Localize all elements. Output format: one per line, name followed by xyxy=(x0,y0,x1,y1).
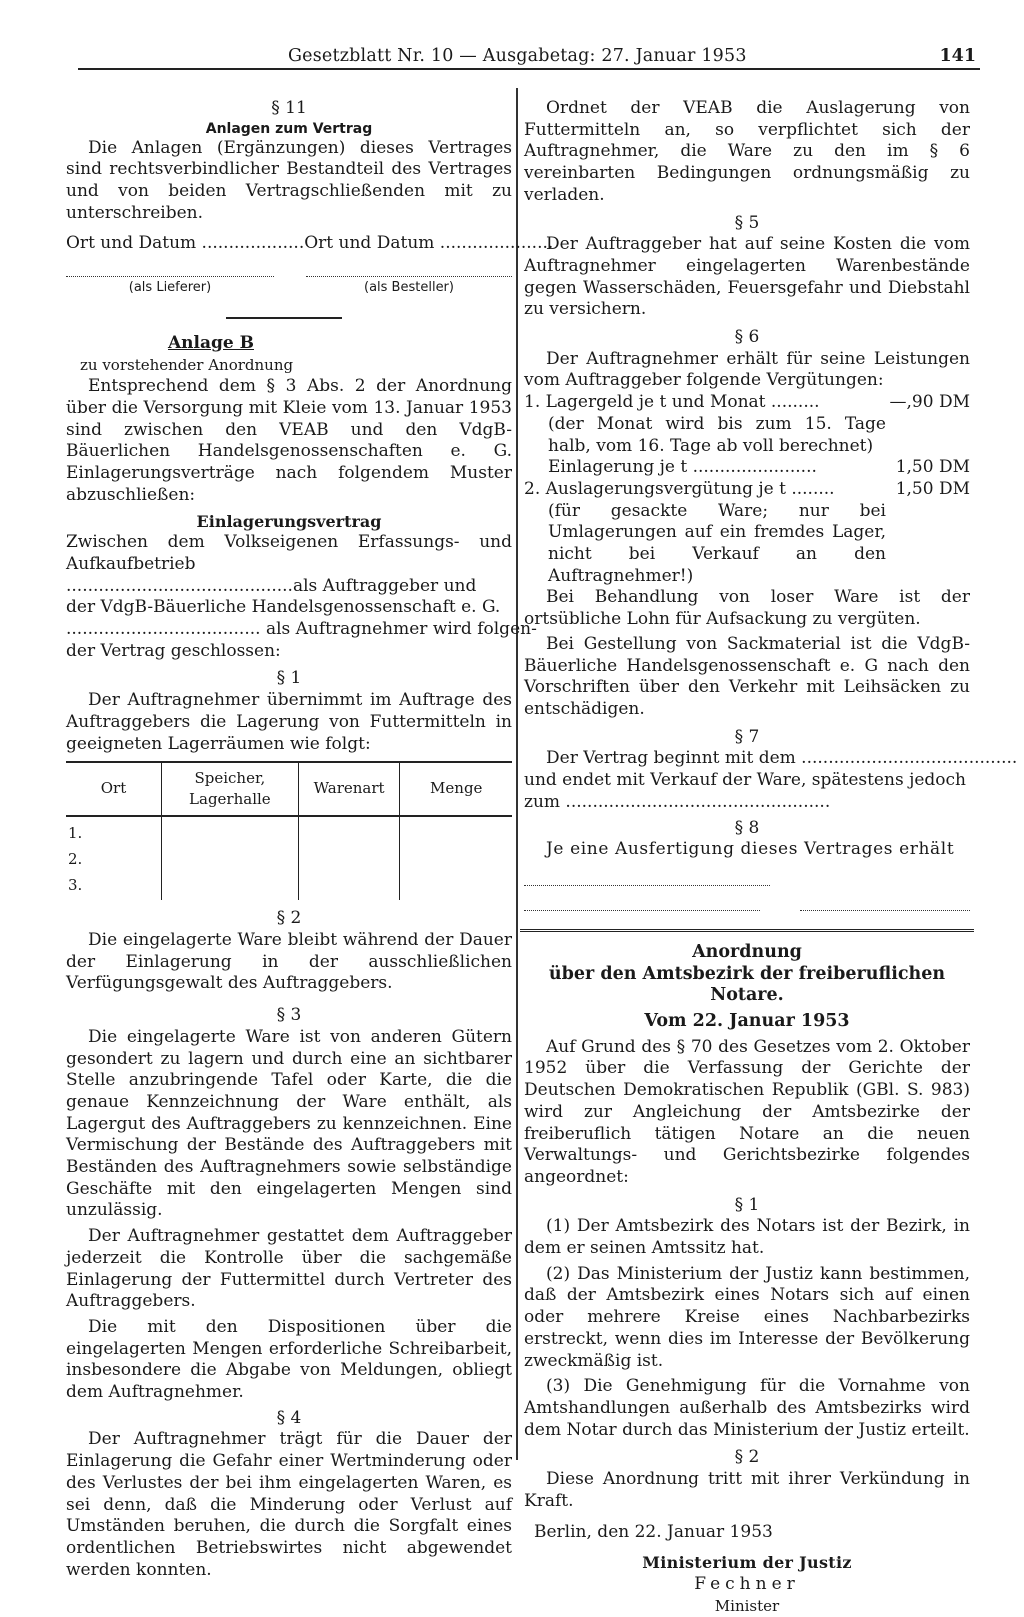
fee-removal: 2. Auslagerungsvergütung je t ........ 1,50 DM xyxy=(524,478,970,499)
ordinance-section-1-heading: § 1 xyxy=(734,1194,760,1215)
ordinance-section-1-para-1: (1) Der Amtsbezirk des Notars ist der Bezirk, in dem er seinen Amtssitz hat. xyxy=(524,1216,970,1259)
fee-storage-note: (der Monat wird bis zum 15. Tage halb, vom 16. Tage ab voll berechnet) xyxy=(548,413,886,456)
section-11-subheading: Anlagen zum Vertrag xyxy=(205,120,373,137)
recipient-line-3 xyxy=(800,910,970,911)
section-7-heading: § 7 xyxy=(734,726,760,747)
section-3-heading: § 3 xyxy=(276,1005,302,1026)
storage-table xyxy=(66,761,512,900)
fee-intake: Einlagerung je t ....................... 1,50 DM xyxy=(548,457,970,478)
role-buyer: (als Besteller) xyxy=(364,280,454,296)
ordinance-section-1-para-2: (2) Das Ministerium der Justiz kann bestimmen, daß der Amtsbezirk eines Notars sich auf einen oder mehrere Kreise eines Nachbarbezirks erstreckt, wenn dies im Interesse der Bevölkerung zweckmäßig ist. xyxy=(524,1263,970,1371)
col-header-storage: Speicher, Lagerhalle xyxy=(162,762,299,816)
section-4-text: Der Auftragnehmer trägt für die Dauer der Einlagerung die Gefahr einer Wertminderung oder des Verlustes der bei ihm eingelagerten Waren, es sei denn, daß die Minderung oder Verlust auf Umständen beruhen, die durch die Sorgfalt eines ordentlichen Betriebswirtes nicht abgewendet werden konnten. xyxy=(66,1429,512,1580)
section-3-para-3: Die mit den Dispositionen über die eingelagerten Mengen erforderliche Schreibarbeit, insbesondere die Abgabe von Meldungen, obliegt dem Auftragnehmer. xyxy=(66,1316,512,1403)
annex-rule xyxy=(226,317,342,319)
parties-line-2: ..........................................als Auftraggeber und xyxy=(66,575,477,596)
header-title: Gesetzblatt Nr. 10 — Ausgabetag: 27. Januar 1953 xyxy=(288,46,747,66)
section-7-line-3: zum ................................................. xyxy=(524,791,831,812)
section-6-para-2: Bei Behandlung von loser Ware ist der ortsübliche Lohn für Aufsackung zu vergüten. xyxy=(524,587,970,630)
section-4-heading: § 4 xyxy=(276,1407,302,1428)
signer-name: Fechner xyxy=(694,1573,800,1594)
ordinance-separator xyxy=(520,929,974,932)
ordinance-intro: Auf Grund des § 70 des Gesetzes vom 2. Oktober 1952 über die Verfassung der Gerichte der Deutschen Demokratischen Republik (GBl. S. 983) wird zur Angleichung der Amtsbezirke der freiberuflich tätigen Notare an die neuen Verwaltungs- und Gerichtsbezirke folgendes angeordnet: xyxy=(524,1036,970,1187)
fee-list xyxy=(524,392,970,587)
recipient-line-2 xyxy=(524,910,760,911)
section-4-continuation: Ordnet der VEAB die Auslagerung von Futtermitteln an, so verpflichtet sich der Auftragnehmer, die Ware zu den im § 6 vereinbarten Bedingungen ordnungsmäßig zu verladen. xyxy=(524,98,970,205)
section-6-intro: Der Auftragnehmer erhält für seine Leistungen vom Auftraggeber folgende Vergütungen: xyxy=(524,348,970,391)
col-header-quantity: Menge xyxy=(400,762,512,816)
ordinance-place-date: Berlin, den 22. Januar 1953 xyxy=(534,1522,773,1543)
parties-line-5: der Vertrag geschlossen: xyxy=(66,640,281,661)
section-6-para-3: Bei Gestellung von Sackmaterial ist die VdgB-Bäuerliche Handelsgenossenschaft e. G nach den Vorschriften über den Verkehr mit Leihsäcken zu entschädigen. xyxy=(524,633,970,719)
section-5-heading: § 5 xyxy=(734,212,760,233)
section-5-text: Der Auftraggeber hat auf seine Kosten die vom Auftragnehmer eingelagerten Warenbestände gegen Wasserschäden, Feuersgefahr und Diebstahl zu versichern. xyxy=(524,234,970,320)
left-column xyxy=(66,98,554,1581)
parties-line-3: der VdgB-Bäuerliche Handelsgenossenschaft e. G. xyxy=(66,597,501,618)
ordinance-date: Vom 22. Januar 1953 xyxy=(644,1011,850,1032)
right-column xyxy=(524,98,1018,1617)
ordinance-section-2-heading: § 2 xyxy=(734,1447,760,1468)
signer-role: Minister xyxy=(714,1596,780,1615)
section-11-heading: § 11 xyxy=(271,98,307,118)
table-row: 2. xyxy=(66,848,512,874)
fee-removal-note: (für gesackte Ware; nur bei Umlagerungen auf ein fremdes Lager, nicht bei Verkauf an den Auftragnehmer!) xyxy=(548,500,886,586)
section-1-heading: § 1 xyxy=(276,668,302,689)
section-7-line-2: und endet mit Verkauf der Ware, spätestens jedoch xyxy=(524,770,966,791)
signature-row xyxy=(66,232,554,255)
parties-1: Zwischen dem Volkseigenen Erfassungs- und Aufkaufbetrieb xyxy=(66,532,512,574)
section-11-text: Die Anlagen (Ergänzungen) dieses Vertrages sind rechtsverbindlicher Bestandteil des Vertrages und von beiden Vertragschließenden mit zu unterschreiben. xyxy=(66,137,512,223)
table-row: 1. xyxy=(66,816,512,848)
section-8-text: Je eine Ausfertigung dieses Vertrages erhält xyxy=(546,839,955,860)
section-7-line-1: Der Vertrag beginnt mit dem ........................................ xyxy=(546,748,1018,769)
col-header-goods: Warenart xyxy=(298,762,400,816)
page-header xyxy=(78,42,980,70)
contract-title: Einlagerungsvertrag xyxy=(196,511,382,531)
signature-block xyxy=(524,1552,970,1617)
annex-title: Anlage B xyxy=(167,332,254,353)
ordinance-title: Anordnung xyxy=(692,941,802,962)
section-2-heading: § 2 xyxy=(276,908,302,929)
table-row: 3. xyxy=(66,874,512,900)
annex-subtitle: zu vorstehender Anordnung xyxy=(80,355,294,374)
ministry-name: Ministerium der Justiz xyxy=(642,1553,852,1573)
fee-storage: 1. Lagergeld je t und Monat ......... —,90 DM xyxy=(524,392,970,413)
parties-line-4: .................................... als Auftragnehmer wird folgen- xyxy=(66,619,537,640)
page-number: 141 xyxy=(939,46,976,66)
place-date-label-1: Ort und Datum ................... xyxy=(66,232,305,253)
section-6-heading: § 6 xyxy=(734,327,760,348)
header-rule xyxy=(78,68,980,70)
ordinance-section-2-text: Diese Anordnung tritt mit ihrer Verkündung in Kraft. xyxy=(524,1469,970,1511)
recipient-lines xyxy=(524,910,970,911)
table-header-row xyxy=(66,762,512,816)
signature-lines xyxy=(66,276,512,299)
ordinance-subject: über den Amtsbezirk der freiberuflichen Notare. xyxy=(548,963,946,1006)
annex-intro: Entsprechend dem § 3 Abs. 2 der Anordnung über die Versorgung mit Kleie vom 13. Januar 1953 sind zwischen den VEAB und den VdgB-Bäuerlichen Handelsgenossenschaften e. G. Einlagerungsverträge nach folgendem Muster abzuschließen: xyxy=(66,376,512,505)
role-supplier: (als Lieferer) xyxy=(128,280,212,296)
place-date-label-2: Ort und Datum ..................... xyxy=(304,232,554,253)
section-3-para-2: Der Auftragnehmer gestattet dem Auftraggeber jederzeit die Kontrolle über die sachgemäße Einlagerung der Futtermittel durch Vertreter des Auftraggebers. xyxy=(66,1226,512,1312)
section-1-text: Der Auftragnehmer übernimmt im Auftrage des Auftraggebers die Lagerung von Futtermitteln in geeigneten Lagerräumen wie folgt: xyxy=(66,690,512,754)
col-header-place: Ort xyxy=(66,762,162,816)
section-8-heading: § 8 xyxy=(734,817,760,838)
recipient-line-1 xyxy=(524,885,770,886)
column-divider xyxy=(516,88,518,1460)
section-3-para-1: Die eingelagerte Ware ist von anderen Gütern gesondert zu lagern und durch eine an sichtbarer Stelle anzubringende Tafel oder Karte, die die genaue Kennzeichnung der Ware enthält, als Lagergut des Auftraggebers zu kennzeichnen. Eine Vermischung der Bestände des Auftraggebers mit Beständen des Auftragnehmers sowie selbständige Geschäfte mit den eingelagerten Mengen sind unzulässig. xyxy=(66,1026,512,1221)
ordinance-section-1-para-3: (3) Die Genehmigung für die Vornahme von Amtshandlungen außerhalb des Amtsbezirks wird dem Notar durch das Ministerium der Justiz erteilt. xyxy=(524,1376,970,1440)
section-2-text: Die eingelagerte Ware bleibt während der Dauer der Einlagerung in der ausschließlichen Verfügungsgewalt des Auftraggebers. xyxy=(66,929,512,994)
